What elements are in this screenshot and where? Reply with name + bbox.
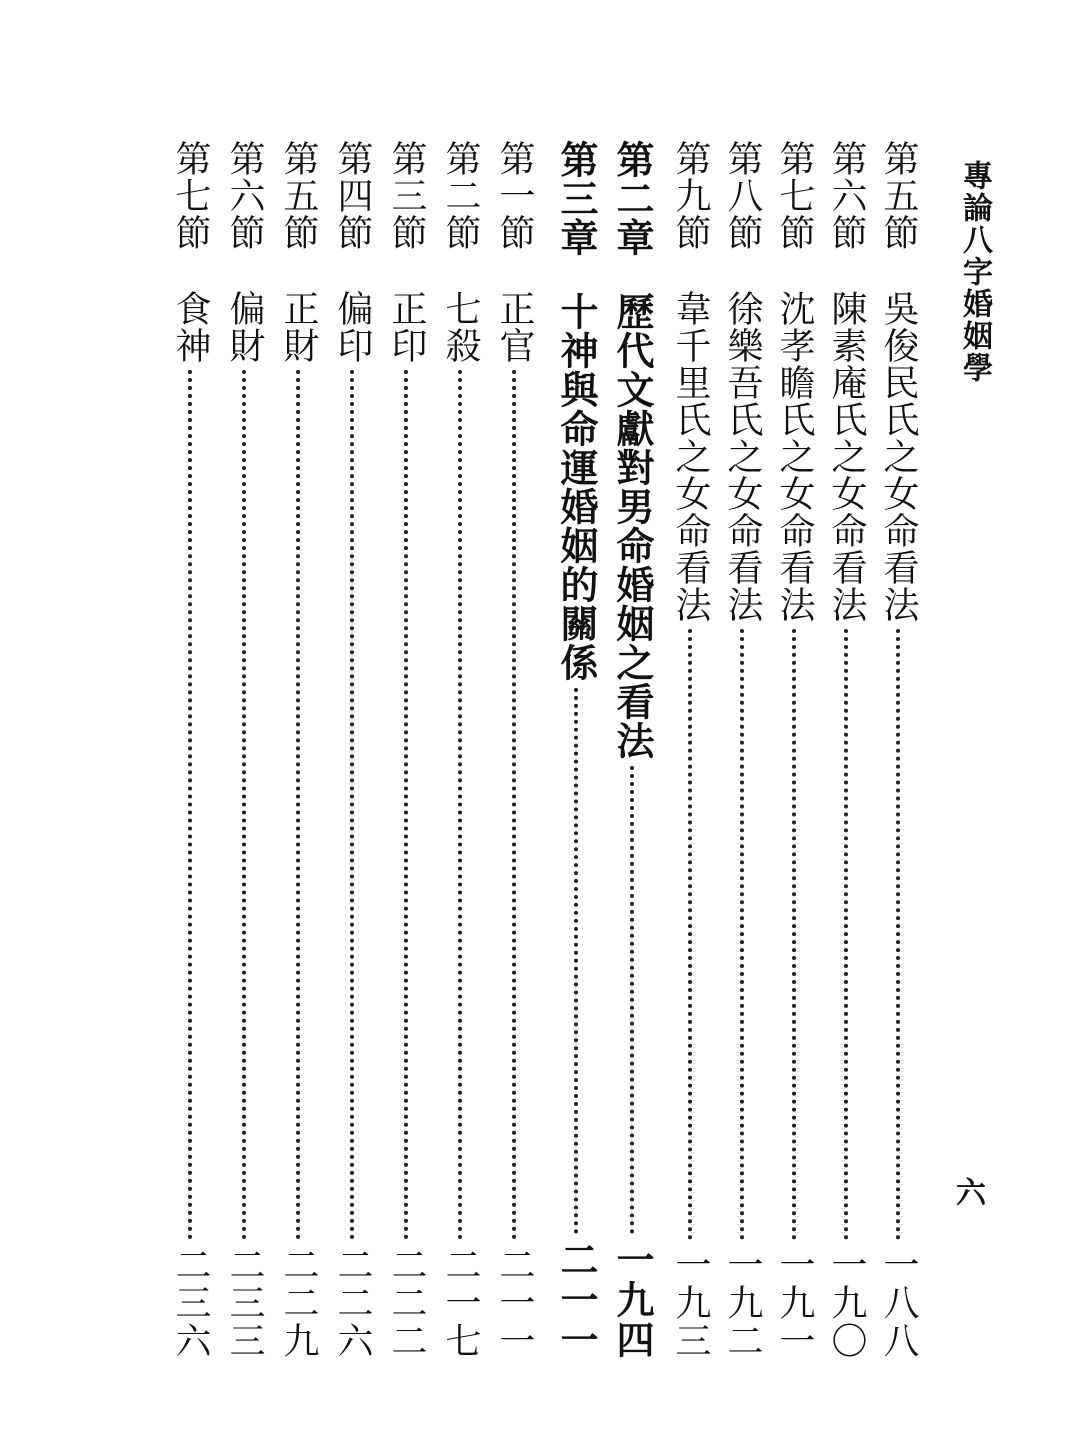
toc-entry-title: 吳俊民氏之女命看法 [878, 290, 919, 623]
dot-leader [512, 370, 516, 1240]
toc-entry-title: 正官 [494, 290, 535, 364]
dot-leader [844, 629, 848, 1240]
toc-entry-page: 一八八 [878, 1246, 919, 1360]
toc-entry-title: 偏財 [224, 290, 265, 364]
dot-leader [896, 629, 900, 1240]
toc-entry-page: 二三三 [224, 1246, 265, 1360]
toc-entry-label: 第五節 [278, 140, 319, 251]
toc-entry-label: 第六節 [826, 140, 867, 251]
toc-entry-label: 第一節 [494, 140, 535, 251]
toc-chapter-title: 歷代文獻對男命婚姻之看法 [610, 292, 655, 760]
toc-entry-label: 第九節 [670, 140, 711, 251]
toc-entry-title: 偏印 [332, 290, 373, 364]
toc-entry[interactable] [770, 140, 818, 1360]
toc-entry-title: 正印 [386, 290, 427, 364]
toc-entry-title: 韋千里氏之女命看法 [670, 290, 711, 623]
toc-entry-title: 陳素庵氏之女命看法 [826, 290, 867, 623]
page-number: 六 [956, 1176, 986, 1211]
toc-entry-title: 食神 [170, 290, 211, 364]
toc-entry-label: 第四節 [332, 140, 373, 251]
toc-entry-page: 一九一 [774, 1246, 815, 1360]
toc-entry[interactable] [220, 140, 268, 1360]
dot-leader [458, 370, 462, 1240]
toc-chapter[interactable] [608, 140, 656, 1360]
toc-entry[interactable] [436, 140, 484, 1360]
dot-leader [574, 688, 578, 1234]
toc-entry[interactable] [822, 140, 870, 1360]
toc-entry-page: 二二九 [278, 1246, 319, 1360]
toc-entry-page: 二一七 [440, 1246, 481, 1360]
running-head: 專論八字婚姻學 [957, 160, 992, 384]
toc-entry-label: 第六節 [224, 140, 265, 251]
toc-entry-page: 二一一 [494, 1246, 535, 1360]
toc-entry[interactable] [328, 140, 376, 1360]
toc-entry-title: 正財 [278, 290, 319, 364]
dot-leader [404, 370, 408, 1240]
toc-entry-title: 沈孝瞻氏之女命看法 [774, 290, 815, 623]
toc-chapter-label: 第二章 [610, 140, 655, 257]
toc-entry-label: 第五節 [878, 140, 919, 251]
dot-leader [296, 370, 300, 1240]
dot-leader [792, 629, 796, 1240]
toc-entry-label: 第七節 [774, 140, 815, 251]
toc-entry-title: 徐樂吾氏之女命看法 [722, 290, 763, 623]
toc-entry-page: 二三六 [170, 1246, 211, 1360]
toc-chapter-title: 十神與命運婚姻的關係 [554, 292, 599, 682]
dot-leader [188, 370, 192, 1240]
toc-entry-label: 第三節 [386, 140, 427, 251]
toc-entry-page: 一九二 [722, 1246, 763, 1360]
dot-leader [242, 370, 246, 1240]
dot-leader [740, 629, 744, 1240]
toc-entry[interactable] [718, 140, 766, 1360]
toc-entry-label: 第二節 [440, 140, 481, 251]
toc-entry-page: 二二六 [332, 1246, 373, 1360]
toc-chapter-label: 第三章 [554, 140, 599, 257]
toc-entry-page: 一九三 [670, 1246, 711, 1360]
toc-entry[interactable] [166, 140, 214, 1360]
toc-entry-label: 第七節 [170, 140, 211, 251]
toc-entry-label: 第八節 [722, 140, 763, 251]
toc-entry-page: 二二二 [386, 1246, 427, 1360]
toc-entry-page: 一九〇 [826, 1246, 867, 1360]
dot-leader [350, 370, 354, 1240]
toc-entry[interactable] [874, 140, 922, 1360]
dot-leader [630, 766, 634, 1234]
toc-entry[interactable] [666, 140, 714, 1360]
dot-leader [688, 629, 692, 1240]
toc-entry[interactable] [490, 140, 538, 1360]
toc-chapter-page: 一九四 [610, 1240, 655, 1360]
toc-entry[interactable] [274, 140, 322, 1360]
toc-chapter-page: 二一一 [554, 1240, 599, 1360]
toc-entry-title: 七殺 [440, 290, 481, 364]
toc-entry[interactable] [382, 140, 430, 1360]
toc-chapter[interactable] [552, 140, 600, 1360]
